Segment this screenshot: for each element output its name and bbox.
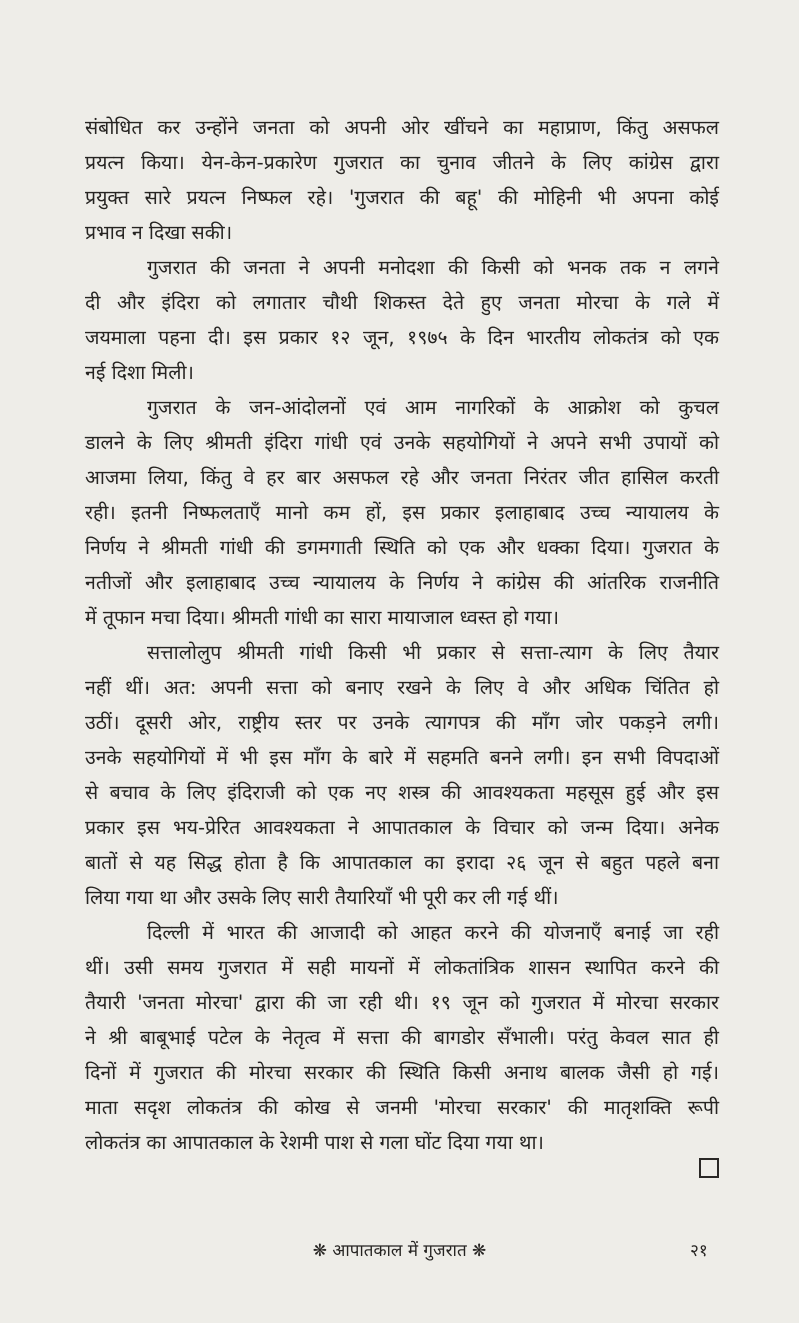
text-line: ने श्री बाबूभाई पटेल के नेतृत्व में सत्ता की बागडोर सँभाली। परंतु केवल सात ही: [85, 1026, 719, 1049]
text-line: प्रयुक्त सारे प्रयत्न निष्फल रहे। 'गुजरात की बहू' की मोहिनी भी अपना कोई: [85, 186, 719, 209]
text-line: रही। इतनी निष्फलताएँ मानो कम हों, इस प्रकार इलाहाबाद उच्च न्यायालय के: [85, 501, 719, 524]
text-line: बातों से यह सिद्ध होता है कि आपातकाल का इरादा २६ जून से बहुत पहले बना: [85, 851, 719, 874]
text-line: थीं। उसी समय गुजरात में सही मायनों में लोकतांत्रिक शासन स्थापित करने की: [85, 956, 719, 979]
text-line: सत्तालोलुप श्रीमती गांधी किसी भी प्रकार से सत्ता-त्याग के लिए तैयार: [147, 641, 719, 664]
paragraph: [85, 390, 719, 635]
text-line: लिया गया था और उसके लिए सारी तैयारियाँ भी पूरी कर ली गई थीं।: [85, 886, 559, 909]
text-line: नई दिशा मिली।: [85, 361, 194, 384]
text-line: लोकतंत्र का आपातकाल के रेशमी पाश से गला घोंट दिया गया था।: [85, 1131, 544, 1154]
text-line: गुजरात के जन-आंदोलनों एवं आम नागरिकों के आक्रोश को कुचल: [147, 396, 719, 419]
text-line: जयमाला पहना दी। इस प्रकार १२ जून, १९७५ के दिन भारतीय लोकतंत्र को एक: [85, 326, 719, 349]
text-line: नहीं थीं। अत: अपनी सत्ता को बनाए रखने के लिए वे और अधिक चिंतित हो: [85, 676, 719, 699]
text-line: से बचाव के लिए इंदिराजी को एक नए शस्त्र की आवश्यकता महसूस हुई और इस: [85, 781, 719, 804]
text-line: में तूफान मचा दिया। श्रीमती गांधी का सारा मायाजाल ध्वस्त हो गया।: [85, 606, 559, 629]
text-line: तैयारी 'जनता मोरचा' द्वारा की जा रही थी। १९ जून को गुजरात में मोरचा सरकार: [85, 991, 719, 1014]
text-line: प्रयत्न किया। येन-केन-प्रकारेण गुजरात का चुनाव जीतने के लिए कांग्रेस द्वारा: [85, 151, 719, 174]
text-line: उनके सहयोगियों में भी इस माँग के बारे में सहमति बनने लगी। इन सभी विपदाओं: [85, 746, 719, 769]
page-number: २१: [690, 1241, 708, 1261]
page-footer: [0, 1236, 799, 1266]
running-title: ❋ आपातकाल में गुजरात ❋: [312, 1241, 487, 1261]
text-line: नतीजों और इलाहाबाद उच्च न्यायालय के निर्णय ने कांग्रेस की आंतरिक राजनीति: [85, 571, 719, 594]
text-line: माता सदृश लोकतंत्र की कोख से जनमी 'मोरचा सरकार' की मातृशक्ति रूपी: [85, 1096, 719, 1119]
text-line: दिल्ली में भारत की आजादी को आहत करने की योजनाएँ बनाई जा रही: [147, 921, 719, 944]
text-line: दिनों में गुजरात की मोरचा सरकार की स्थिति किसी अनाथ बालक जैसी हो गई।: [85, 1061, 719, 1084]
paragraph: [85, 915, 719, 1160]
text-line: आजमा लिया, किंतु वे हर बार असफल रहे और जनता निरंतर जीत हासिल करती: [85, 466, 719, 489]
end-of-chapter-square-icon: [699, 1158, 719, 1178]
text-line: प्रभाव न दिखा सकी।: [85, 221, 233, 244]
paragraph: [85, 250, 719, 390]
text-line: गुजरात की जनता ने अपनी मनोदशा की किसी को भनक तक न लगने: [147, 256, 719, 279]
text-line: उठीं। दूसरी ओर, राष्ट्रीय स्तर पर उनके त्यागपत्र की माँग जोर पकड़ने लगी।: [85, 711, 719, 734]
text-line: प्रकार इस भय-प्रेरित आवश्यकता ने आपातकाल के विचार को जन्म दिया। अनेक: [85, 816, 719, 839]
page-body: [85, 110, 719, 1160]
text-line: डालने के लिए श्रीमती इंदिरा गांधी एवं उनके सहयोगियों ने अपने सभी उपायों को: [85, 431, 719, 454]
paragraph: [85, 110, 719, 250]
text-line: दी और इंदिरा को लगातार चौथी शिकस्त देते हुए जनता मोरचा के गले में: [85, 291, 719, 314]
text-line: निर्णय ने श्रीमती गांधी की डगमगाती स्थिति को एक और धक्का दिया। गुजरात के: [85, 536, 719, 559]
paragraph: [85, 635, 719, 915]
text-line: संबोधित कर उन्होंने जनता को अपनी ओर खींचने का महाप्राण, किंतु असफल: [85, 116, 719, 139]
